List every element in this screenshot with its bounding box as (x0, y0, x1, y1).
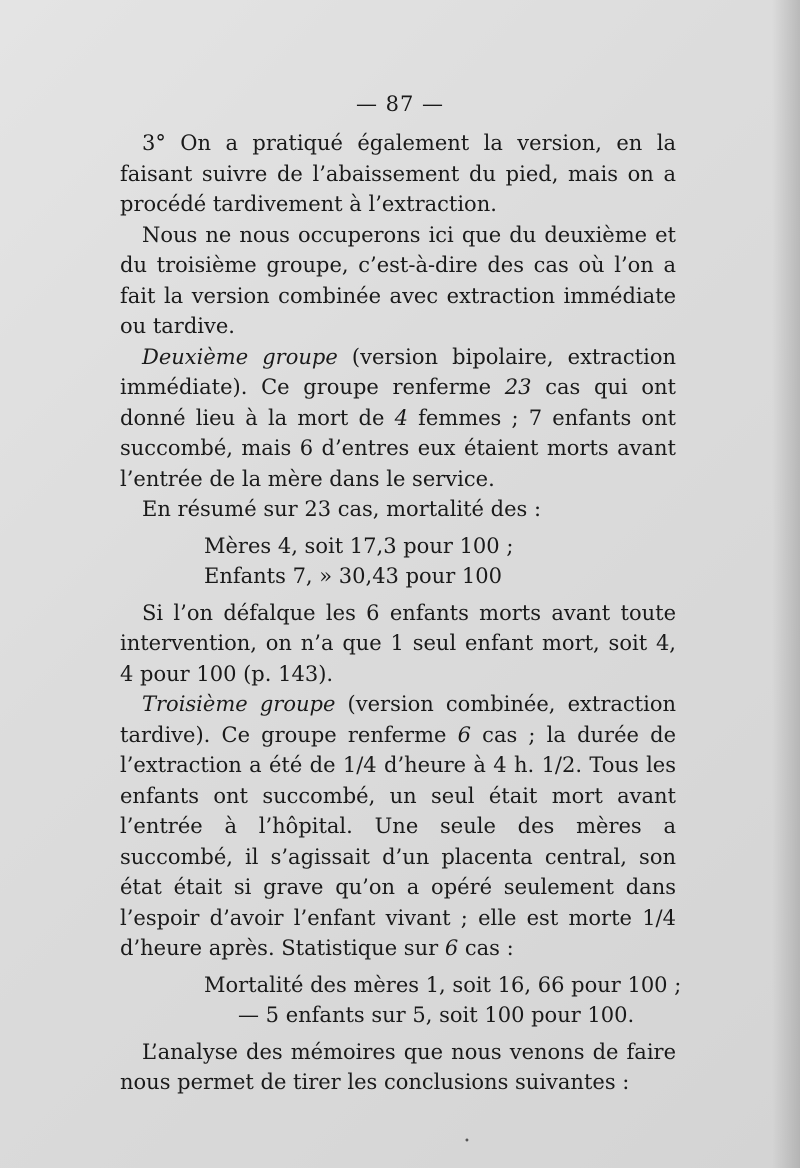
text-run: L’analyse des mémoires que nous venons de faire nous permet de tirer les conclusions suivantes : (120, 1039, 676, 1094)
paragraph-1 (120, 128, 676, 220)
paragraph-4 (120, 494, 676, 525)
italic-run: 6 (444, 936, 459, 960)
text-run: (version bipolaire, extraction immédiate). Ce groupe renferme (120, 344, 676, 399)
text-run: cas qui ont donné lieu à la mort de (120, 375, 676, 430)
text-run: femmes ; 7 enfants ont succombé, mais 6 d’entres eux étaient morts avant l’entrée de la mère dans le service. (120, 405, 676, 491)
print-speck-mark: • (464, 1136, 470, 1147)
italic-run: 4 (394, 405, 408, 430)
paragraph-6 (120, 689, 676, 964)
text-run: 3° On a pratiqué également la version, en la faisant suivre de l’abaissement du pied, mais on a procédé tardivement à l’extraction. (120, 131, 676, 216)
text-run: (version combinée, extraction tardive). Ce groupe renferme (120, 692, 676, 747)
paragraph-5 (120, 598, 676, 690)
text-run: Si l’on défalque les 6 enfants morts avant toute intervention, on n’a que 1 seul enfant mort, soit 4, 4 pour 100 (p. 143). (120, 600, 676, 686)
stat-line-mothers-group-2: Mères 4, soit 17,3 pour 100 ; (204, 533, 514, 558)
text-run: Nous ne nous occuperons ici que du deuxième et du troisième groupe, c’est-à-dire des cas où l’on a fait la version combinée avec extraction immédiate ou tardive. (120, 222, 676, 338)
stat-line-children-group-2: Enfants 7, » 30,43 pour 100 (204, 564, 502, 588)
paragraph-7 (120, 1037, 676, 1098)
text-run: En résumé sur 23 cas, mortalité des : (142, 497, 542, 521)
text-run: cas : (458, 936, 514, 960)
page-number: — 87 — (355, 92, 445, 116)
paragraph-3 (120, 342, 676, 495)
italic-run: Deuxième groupe (142, 344, 338, 369)
italic-run: Troisième groupe (142, 692, 336, 716)
body-text (120, 128, 682, 1098)
italic-run: 6 (457, 722, 471, 747)
stat-line-mothers-group-3: Mortalité des mères 1, soit 16, 66 pour 100 ; (204, 972, 682, 997)
italic-run: 23 (504, 375, 532, 399)
paragraph-2 (120, 220, 676, 342)
page-edge-shadow (772, 0, 800, 1168)
text-run: cas ; la durée de l’extraction a été de 1/4 d’heure à 4 h. 1/2. Tous les enfants ont succombé, un seul était mort avant l’entrée à l’hôpital. Une seule des mères a succombé, il s’agissait d’un placenta central, son état était si grave qu’on a opéré seulement dans l’espoir d’avoir l’enfant vivant ; elle est morte 1/4 d’heure après. Statistique sur (120, 722, 676, 960)
stat-line-children-group-3: — 5 enfants sur 5, soit 100 pour 100. (238, 1003, 635, 1027)
